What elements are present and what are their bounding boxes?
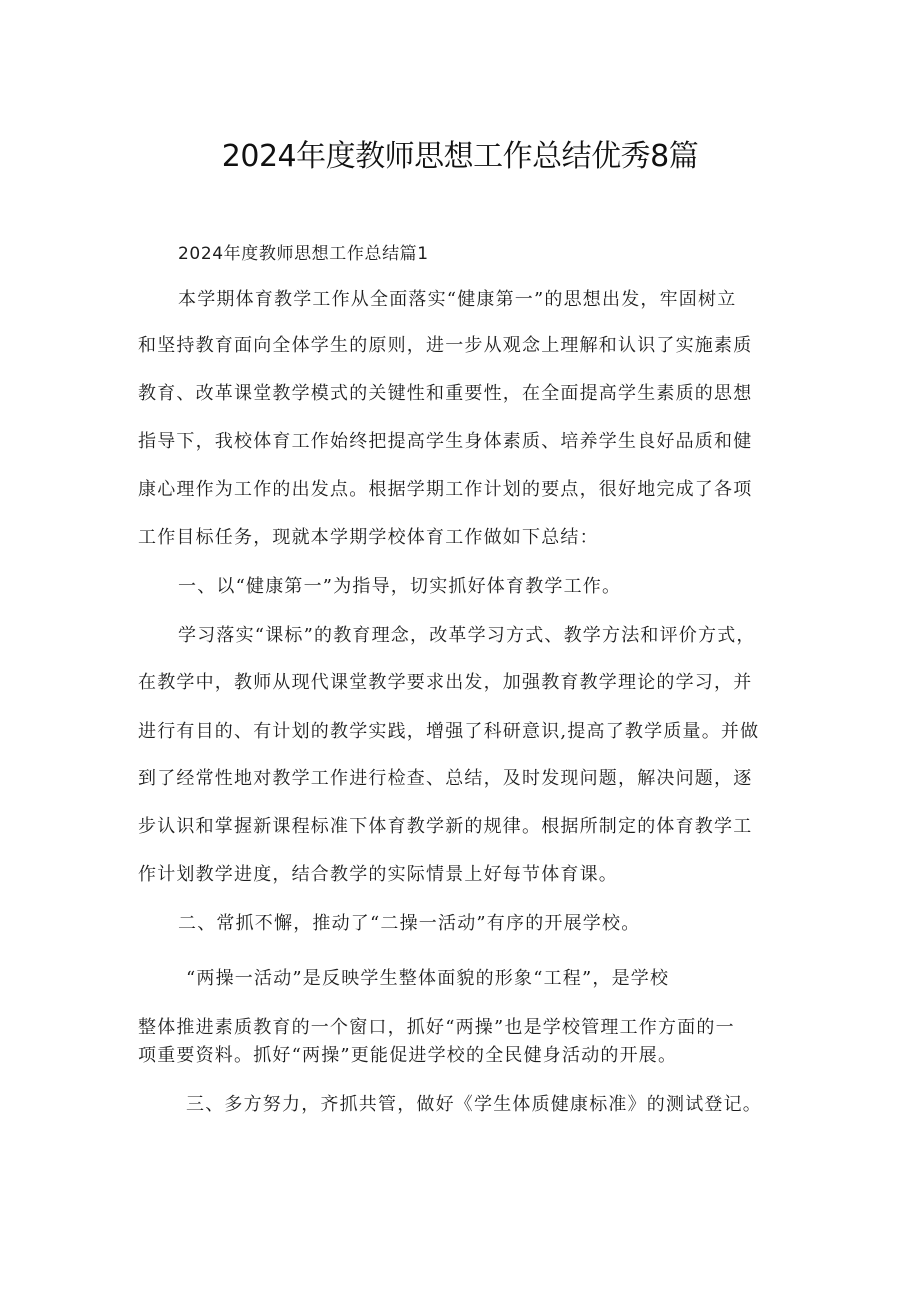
document-title: 2024年度教师思想工作总结优秀8篇 — [221, 139, 699, 174]
section-heading: 2024年度教师思想工作总结篇1 — [178, 244, 429, 264]
body-line: 作计划教学进度，结合教学的实际情景上好每节体育课。 — [138, 864, 618, 885]
body-line: 和坚持教育面向全体学生的原则，进一步从观念上理解和认识了实施素质 — [138, 335, 753, 356]
body-line: 整体推进素质教育的一个窗口，抓好“两操”也是学校管理工作方面的一 — [138, 1017, 735, 1038]
body-line: 在教学中，教师从现代课堂教学要求出发，加强教育教学理论的学习，并 — [138, 672, 753, 693]
body-line: 进行有目的、有计划的教学实践，增强了科研意识,提高了教学质量。并做 — [138, 721, 760, 742]
section-heading: 一、以“健康第一”为指导，切实抓好体育教学工作。 — [178, 576, 622, 597]
body-line: 步认识和掌握新课程标准下体育教学新的规律。根据所制定的体育教学工 — [138, 816, 753, 837]
body-line: 工作目标任务，现就本学期学校体育工作做如下总结： — [138, 527, 599, 548]
body-line: 教育、改革课堂教学模式的关键性和重要性，在全面提高学生素质的思想 — [138, 383, 753, 404]
body-line: 到了经常性地对教学工作进行检查、总结，及时发现问题，解决问题，逐 — [138, 768, 753, 789]
body-line: “两操一活动”是反映学生整体面貌的形象“工程”，是学校 — [186, 968, 670, 989]
body-line: 指导下，我校体育工作始终把提高学生身体素质、培养学生良好品质和健 — [138, 431, 753, 452]
body-line: 康心理作为工作的出发点。根据学期工作计划的要点，很好地完成了各项 — [138, 479, 753, 500]
body-line: 本学期体育教学工作从全面落实“健康第一”的思想出发，牢固树立 — [178, 289, 737, 310]
body-line: 学习落实“课标”的教育理念，改革学习方式、教学方法和评价方式， — [178, 625, 756, 646]
section-heading: 三、多方努力，齐抓共管，做好《学生体质健康标准》的测试登记。 — [186, 1094, 762, 1115]
body-line: 项重要资料。抓好“两操”更能促进学校的全民健身活动的开展。 — [138, 1045, 678, 1066]
section-heading: 二、常抓不懈，推动了“二操一活动”有序的开展学校。 — [178, 913, 641, 934]
